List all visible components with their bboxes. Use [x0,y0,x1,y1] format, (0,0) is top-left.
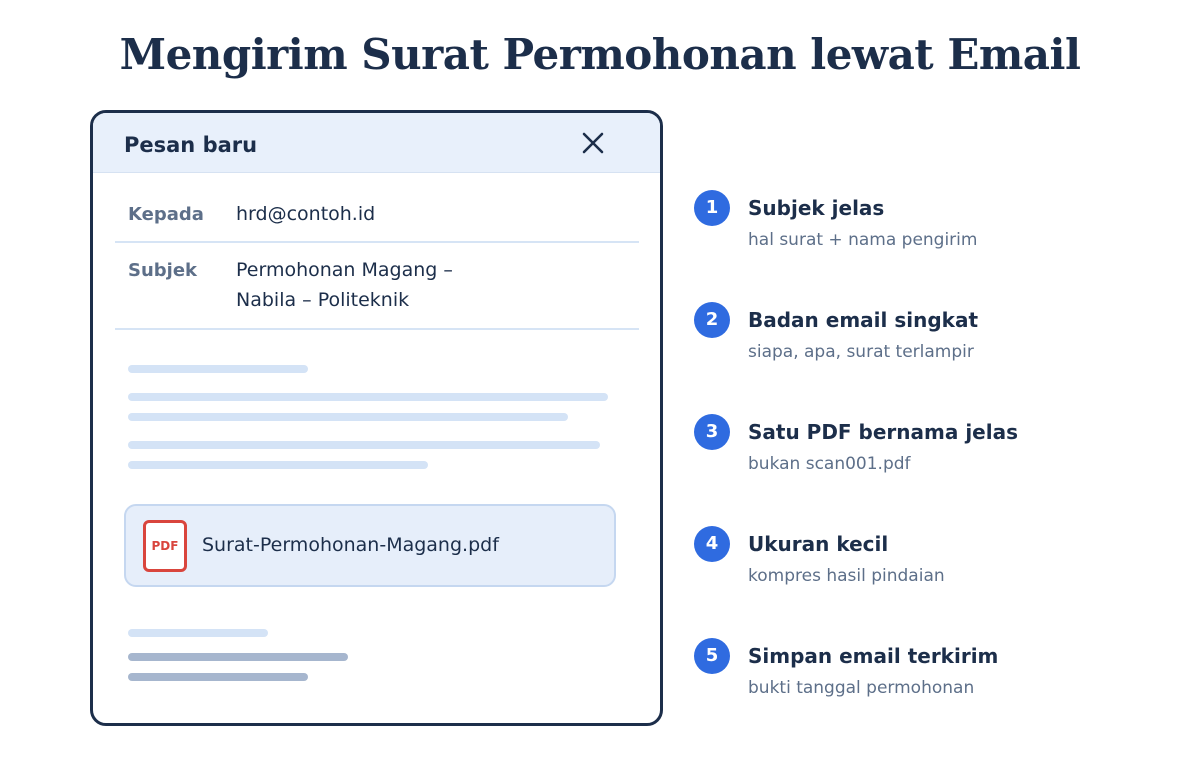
step-number-badge: 2 [694,302,730,338]
subject-line: Nabila – Politeknik [236,289,410,311]
tip-description: bukan scan001.pdf [748,454,911,474]
tip-item [694,638,1174,718]
signature-placeholder [128,673,308,681]
to-field[interactable]: hrd@contoh.id [236,203,376,225]
compose-window [90,110,663,726]
step-number-badge: 1 [694,190,730,226]
to-label: Kepada [128,204,204,225]
close-icon[interactable] [581,131,605,155]
body-text-placeholder [128,461,428,469]
body-text-placeholder [128,365,308,373]
pdf-file-icon: PDF [143,520,187,572]
tip-description: bukti tanggal permohonan [748,678,975,698]
signature-placeholder [128,629,268,637]
subject-field[interactable] [236,255,453,315]
tip-item [694,190,1174,270]
compose-title: Pesan baru [124,133,258,157]
compose-header [93,113,660,173]
tip-description: kompres hasil pindaian [748,566,945,586]
tip-title: Badan email singkat [748,308,978,332]
body-text-placeholder [128,393,608,401]
subject-label: Subjek [128,260,198,281]
step-number-badge: 3 [694,414,730,450]
page-title: Mengirim Surat Permohonan lewat Email [119,30,1081,79]
attachment-filename: Surat-Permohonan-Magang.pdf [202,534,499,556]
tip-description: siapa, apa, surat terlampir [748,342,974,362]
step-number-badge: 4 [694,526,730,562]
tip-item [694,302,1174,382]
subject-line: Permohonan Magang – [236,259,453,281]
tip-item [694,414,1174,494]
attachment-chip[interactable] [124,504,616,587]
tip-title: Simpan email terkirim [748,644,999,668]
divider [115,241,639,243]
tip-item [694,526,1174,606]
step-number-badge: 5 [694,638,730,674]
tip-description: hal surat + nama pengirim [748,230,978,250]
signature-placeholder [128,653,348,661]
divider [115,328,639,330]
body-text-placeholder [128,441,600,449]
tip-title: Ukuran kecil [748,532,889,556]
tip-title: Subjek jelas [748,196,885,220]
body-text-placeholder [128,413,568,421]
tip-title: Satu PDF bernama jelas [748,420,1018,444]
